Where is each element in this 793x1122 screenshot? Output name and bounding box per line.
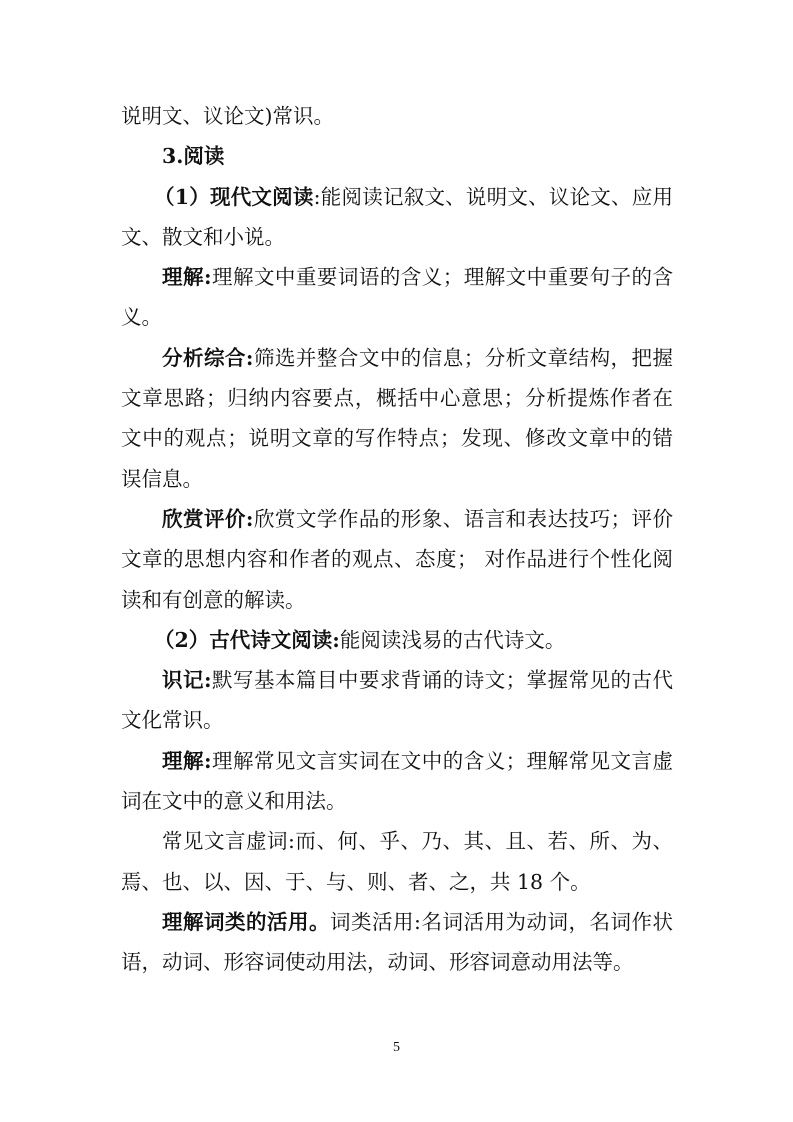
paragraph-understanding: 理解:理解文中重要词语的含义；理解文中重要句子的含义。	[121, 265, 673, 330]
section-heading-reading: 3.阅读	[162, 144, 225, 169]
page-number: 5	[393, 1040, 400, 1055]
paragraph-classical-understanding: 理解:理解常见文言实词在文中的含义；理解常见文言虚词在文中的意义和用法。	[121, 748, 673, 814]
paragraph-memorize: 识记:默写基本篇目中要求背诵的诗文；掌握常见的古代文化常识。	[121, 668, 673, 733]
paragraph-continuation: 说明文、议论文)常识。	[121, 104, 334, 128]
paragraph-function-words: 常见文言虚词:而、何、乎、乃、其、且、若、所、为、焉、也、以、因、于、与、则、者、之，共 18 个。	[121, 829, 673, 894]
paragraph-analysis: 分析综合:筛选并整合文中的信息；分析文章结构，把握文章思路；归纳内容要点，概括中心意思；分析提炼作者在文中的观点；说明文章的写作特点；发现、修改文章中的错误信息。	[121, 345, 674, 491]
body-text	[121, 96, 673, 983]
paragraph-appreciation: 欣赏评价:欣赏文学作品的形象、语言和表达技巧；评价文章的思想内容和作者的观点、态度； 对作品进行个性化阅读和有创意的解读。	[121, 506, 674, 612]
paragraph-word-class: 理解词类的活用。词类活用:名词活用为动词，名词作状语，动词、形容词使动用法，动词、形容词意动用法等。	[121, 909, 673, 975]
paragraph-classical-reading: （2）古代诗文阅读:能阅读浅易的古代诗文。	[154, 627, 566, 652]
paragraph-modern-reading: （1）现代文阅读:能阅读记叙文、说明文、议论文、应用文、散文和小说。	[121, 184, 674, 249]
